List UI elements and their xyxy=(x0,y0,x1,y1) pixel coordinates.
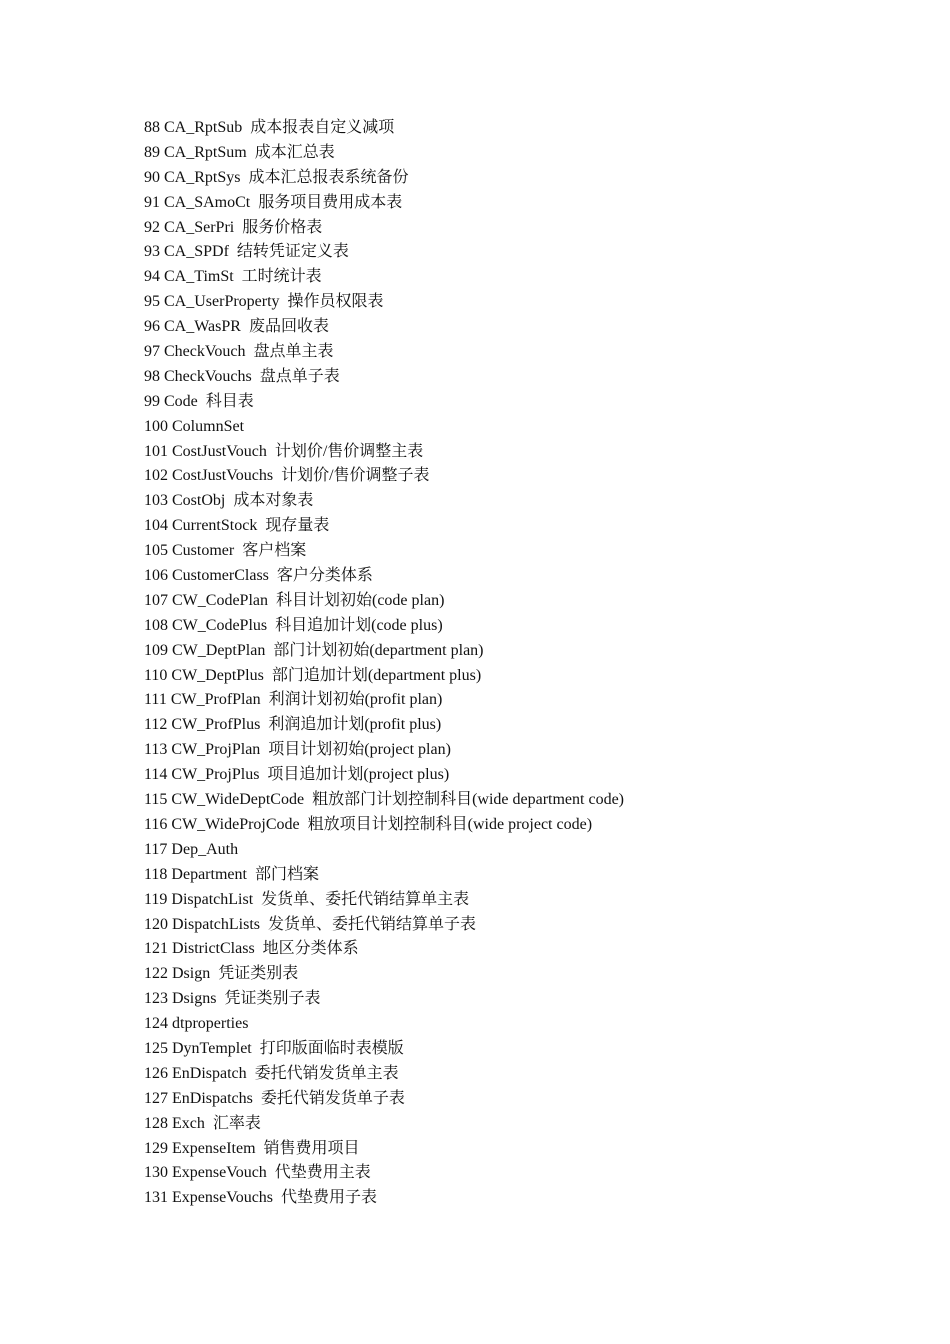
row-number: 123 xyxy=(144,990,168,1008)
row-number: 96 xyxy=(144,318,160,336)
row-number: 100 xyxy=(144,417,168,435)
list-item xyxy=(144,340,624,365)
list-item xyxy=(144,937,624,962)
table-code: DispatchLists xyxy=(172,915,260,933)
list-item xyxy=(144,1037,624,1062)
table-code: CW_WideProjCode xyxy=(171,815,300,833)
table-code: Department xyxy=(171,865,247,883)
list-item xyxy=(144,539,624,564)
row-number: 113 xyxy=(144,741,168,759)
table-code: DistrictClass xyxy=(172,940,255,958)
row-number: 95 xyxy=(144,293,160,311)
table-description: 科目表 xyxy=(205,392,254,410)
list-item xyxy=(144,987,624,1012)
row-number: 90 xyxy=(144,168,160,186)
row-number: 99 xyxy=(144,392,160,410)
table-description: 服务价格表 xyxy=(242,218,323,236)
table-description: 科目计划初始(code plan) xyxy=(276,591,445,609)
list-item xyxy=(144,191,624,216)
list-item xyxy=(144,1186,624,1211)
table-description: 工时统计表 xyxy=(241,268,322,286)
table-description: 汇率表 xyxy=(212,1114,261,1132)
list-item xyxy=(144,664,624,689)
list-item xyxy=(144,464,624,489)
row-number: 98 xyxy=(144,367,160,385)
table-description: 打印版面临时表模版 xyxy=(259,1039,404,1057)
list-item xyxy=(144,888,624,913)
table-description: 凭证类别子表 xyxy=(224,990,321,1008)
row-number: 93 xyxy=(144,243,160,261)
list-item xyxy=(144,141,624,166)
table-code: CW_DeptPlan xyxy=(172,641,266,659)
table-code: CA_RptSub xyxy=(164,119,243,136)
table-description: 代垫费用主表 xyxy=(274,1164,371,1182)
list-item xyxy=(144,1062,624,1087)
list-item xyxy=(144,1012,624,1037)
list-item xyxy=(144,440,624,465)
list-item xyxy=(144,863,624,888)
table-description: 服务项目费用成本表 xyxy=(258,193,403,211)
table-description: 科目追加计划(code plus) xyxy=(275,616,443,634)
table-description: 地区分类体系 xyxy=(262,940,359,958)
row-number: 91 xyxy=(144,193,160,211)
list-item xyxy=(144,639,624,664)
row-number: 116 xyxy=(144,815,168,833)
table-description: 凭证类别表 xyxy=(218,965,299,983)
table-code: ExpenseVouch xyxy=(172,1164,267,1182)
table-description: 发货单、委托代销结算单子表 xyxy=(268,915,477,933)
row-number: 107 xyxy=(144,591,168,609)
list-item xyxy=(144,166,624,191)
row-number: 117 xyxy=(144,840,168,858)
list-item xyxy=(144,365,624,390)
row-number: 114 xyxy=(144,766,168,784)
row-number: 121 xyxy=(144,940,168,958)
table-code: Dsign xyxy=(172,965,211,983)
row-number: 97 xyxy=(144,343,160,361)
table-code: CostJustVouch xyxy=(172,442,267,460)
table-description: 部门档案 xyxy=(254,865,319,883)
table-code: CW_ProjPlan xyxy=(171,741,261,759)
row-number: 109 xyxy=(144,641,168,659)
row-number: 127 xyxy=(144,1089,168,1107)
table-code: CA_UserProperty xyxy=(164,293,280,311)
table-code: dtproperties xyxy=(172,1015,249,1033)
table-description: 计划价/售价调整子表 xyxy=(281,467,430,485)
list-item xyxy=(144,913,624,938)
table-code: CW_CodePlan xyxy=(172,591,268,609)
table-description: 盘点单主表 xyxy=(253,343,334,361)
table-description: 粗放项目计划控制科目(wide project code) xyxy=(307,815,593,833)
table-code: CA_TimSt xyxy=(164,268,234,286)
row-number: 101 xyxy=(144,442,168,460)
row-number: 88 xyxy=(144,119,160,136)
table-description: 盘点单子表 xyxy=(259,367,340,385)
table-code: EnDispatchs xyxy=(172,1089,253,1107)
table-code: CostObj xyxy=(172,492,226,510)
list-item xyxy=(144,415,624,440)
row-number: 110 xyxy=(144,666,168,684)
list-item xyxy=(144,713,624,738)
table-code: CostJustVouchs xyxy=(172,467,274,485)
row-number: 130 xyxy=(144,1164,168,1182)
row-number: 106 xyxy=(144,567,168,585)
row-number: 105 xyxy=(144,542,168,560)
list-item xyxy=(144,1137,624,1162)
table-description: 操作员权限表 xyxy=(287,293,384,311)
row-number: 103 xyxy=(144,492,168,510)
list-item xyxy=(144,216,624,241)
table-code: CurrentStock xyxy=(172,517,258,535)
list-item xyxy=(144,962,624,987)
table-code: CA_SAmoCt xyxy=(164,193,251,211)
list-item xyxy=(144,514,624,539)
table-description: 委托代销发货单主表 xyxy=(254,1064,399,1082)
table-description: 废品回收表 xyxy=(248,318,329,336)
row-number: 122 xyxy=(144,965,168,983)
row-number: 119 xyxy=(144,890,168,908)
table-code: CA_WasPR xyxy=(164,318,241,336)
list-item xyxy=(144,589,624,614)
table-description: 部门追加计划(department plus) xyxy=(271,666,482,684)
table-code: CustomerClass xyxy=(172,567,269,585)
list-item xyxy=(144,1161,624,1186)
table-code: CheckVouch xyxy=(164,343,246,361)
table-description: 代垫费用子表 xyxy=(281,1189,378,1207)
row-number: 89 xyxy=(144,143,160,161)
list-item xyxy=(144,838,624,863)
list-item xyxy=(144,489,624,514)
list-item xyxy=(144,614,624,639)
list-item xyxy=(144,763,624,788)
list-item xyxy=(144,688,624,713)
list-item xyxy=(144,813,624,838)
table-description: 客户档案 xyxy=(242,542,307,560)
row-number: 124 xyxy=(144,1015,168,1033)
table-description: 成本报表自定义减项 xyxy=(250,119,395,136)
table-description: 利润追加计划(profit plus) xyxy=(268,716,442,734)
row-number: 125 xyxy=(144,1039,168,1057)
list-item xyxy=(144,240,624,265)
row-number: 94 xyxy=(144,268,160,286)
table-code: CA_SPDf xyxy=(164,243,229,261)
row-number: 120 xyxy=(144,915,168,933)
row-number: 126 xyxy=(144,1064,168,1082)
table-code: DynTemplet xyxy=(172,1039,252,1057)
list-item xyxy=(144,290,624,315)
table-description: 销售费用项目 xyxy=(263,1139,360,1157)
table-code: CA_SerPri xyxy=(164,218,235,236)
table-description: 成本对象表 xyxy=(233,492,314,510)
table-code: CW_DeptPlus xyxy=(171,666,264,684)
list-item xyxy=(144,738,624,763)
table-code: CheckVouchs xyxy=(164,367,252,385)
table-list xyxy=(144,116,624,1211)
row-number: 111 xyxy=(144,691,167,709)
table-code: ExpenseItem xyxy=(172,1139,256,1157)
table-description: 客户分类体系 xyxy=(276,567,373,585)
list-item xyxy=(144,1112,624,1137)
row-number: 131 xyxy=(144,1189,168,1207)
table-code: Dsigns xyxy=(172,990,217,1008)
list-item xyxy=(144,788,624,813)
table-code: Code xyxy=(164,392,198,410)
table-code: CW_ProfPlus xyxy=(171,716,261,734)
table-description: 部门计划初始(department plan) xyxy=(273,641,484,659)
table-description: 发货单、委托代销结算单主表 xyxy=(261,890,470,908)
row-number: 104 xyxy=(144,517,168,535)
table-description: 粗放部门计划控制科目(wide department code) xyxy=(312,791,624,809)
list-item xyxy=(144,390,624,415)
table-code: CA_RptSum xyxy=(164,143,247,161)
table-description: 现存量表 xyxy=(265,517,330,535)
list-item xyxy=(144,315,624,340)
row-number: 118 xyxy=(144,865,168,883)
table-description: 成本汇总报表系统备份 xyxy=(248,168,409,186)
list-item xyxy=(144,564,624,589)
table-description: 项目计划初始(project plan) xyxy=(268,741,451,759)
list-item xyxy=(144,1087,624,1112)
table-code: CW_WideDeptCode xyxy=(171,791,305,809)
table-code: Exch xyxy=(172,1114,205,1132)
row-number: 108 xyxy=(144,616,168,634)
row-number: 92 xyxy=(144,218,160,236)
table-code: CW_ProfPlan xyxy=(170,691,261,709)
list-item xyxy=(144,265,624,290)
row-number: 112 xyxy=(144,716,168,734)
table-description: 计划价/售价调整主表 xyxy=(274,442,424,460)
list-item xyxy=(144,116,624,141)
table-description: 利润计划初始(profit plan) xyxy=(268,691,443,709)
row-number: 129 xyxy=(144,1139,168,1157)
table-code: EnDispatch xyxy=(172,1064,247,1082)
row-number: 102 xyxy=(144,467,168,485)
table-code: Customer xyxy=(172,542,235,560)
table-code: DispatchList xyxy=(171,890,254,908)
table-code: ExpenseVouchs xyxy=(172,1189,274,1207)
table-description: 成本汇总表 xyxy=(254,143,335,161)
row-number: 128 xyxy=(144,1114,168,1132)
table-description: 项目追加计划(project plus) xyxy=(267,766,450,784)
table-code: CA_RptSys xyxy=(164,168,241,186)
table-code: CW_CodePlus xyxy=(172,616,268,634)
table-description: 结转凭证定义表 xyxy=(236,243,349,261)
table-code: Dep_Auth xyxy=(171,840,239,858)
row-number: 115 xyxy=(144,791,168,809)
table-code: ColumnSet xyxy=(172,417,245,435)
table-description: 委托代销发货单子表 xyxy=(260,1089,405,1107)
table-code: CW_ProjPlus xyxy=(171,766,260,784)
